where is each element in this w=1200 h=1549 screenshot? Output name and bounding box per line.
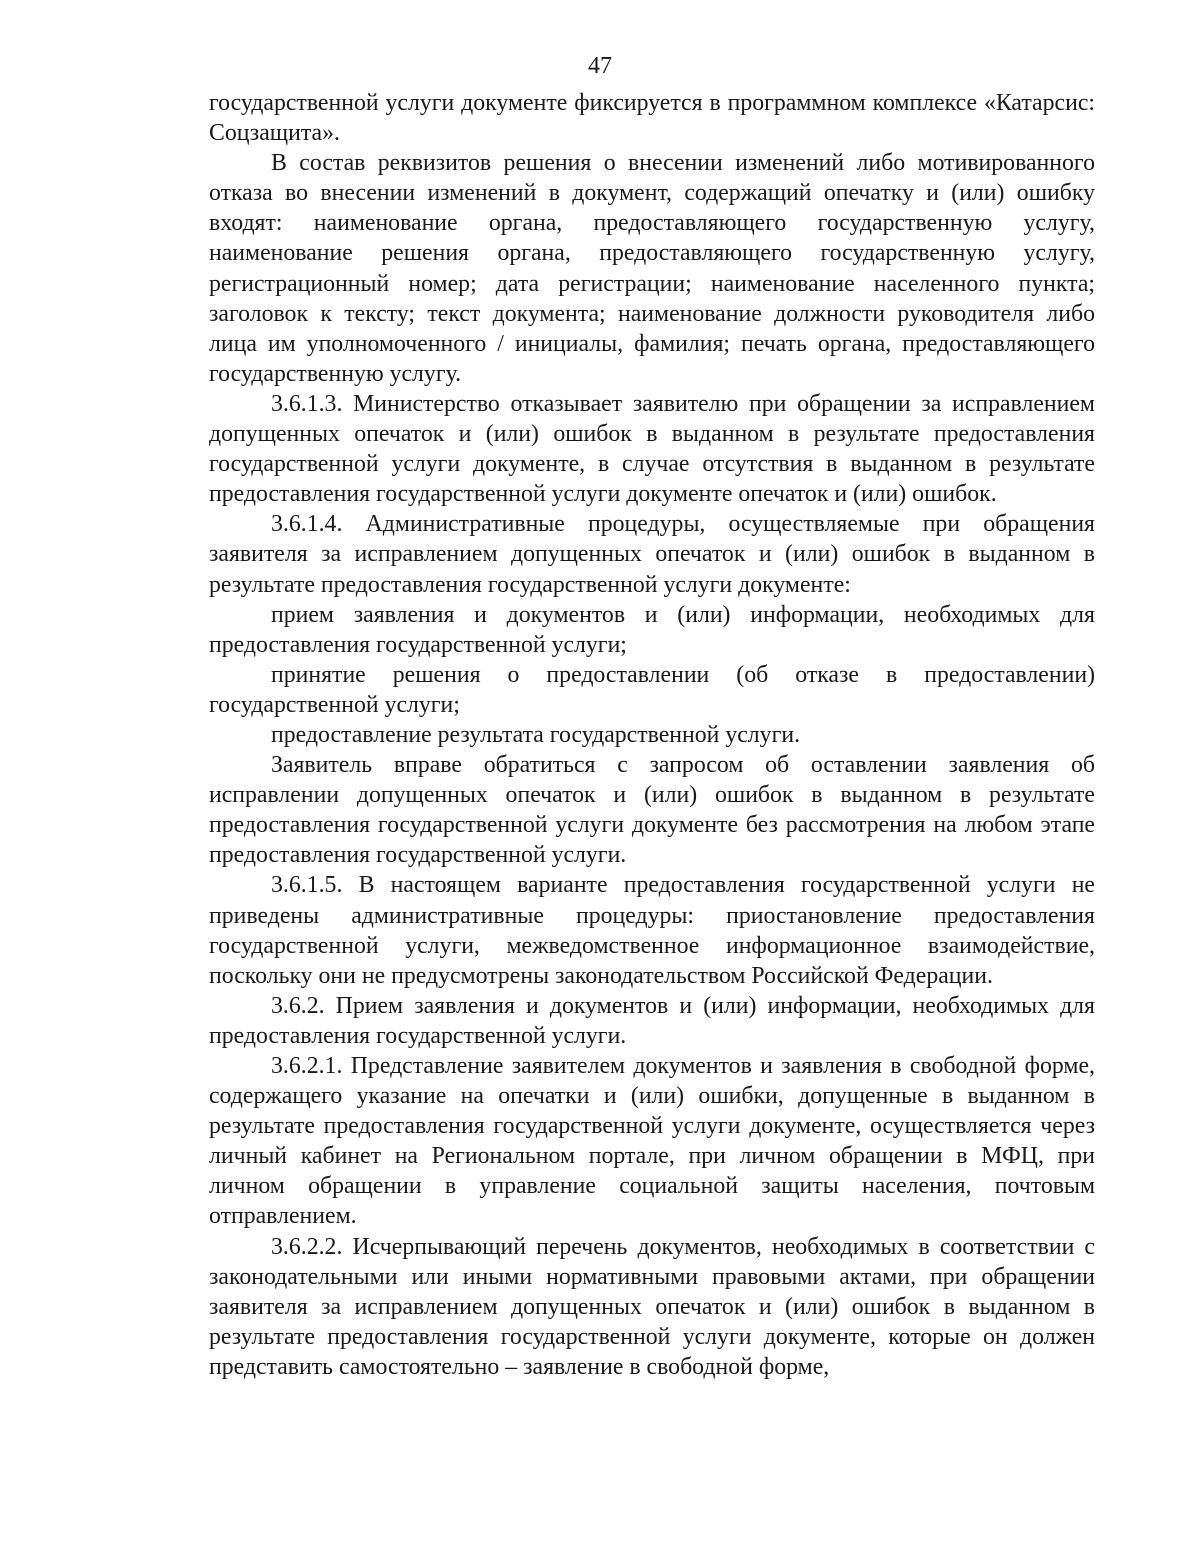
paragraph-procedure-item: принятие решения о предоставлении (об отказе в предоставлении) государственной услуги; bbox=[209, 661, 1095, 718]
page-number: 47 bbox=[588, 53, 612, 79]
paragraph-3-6-1-4: 3.6.1.4. Административные процедуры, осуществляемые при обращения заявителя за исправлением допущенных опечаток и (или) ошибок в выданном в результате предоставления государственной услуги документе: bbox=[209, 511, 1095, 598]
paragraph-3-6-2: 3.6.2. Прием заявления и документов и (или) информации, необходимых для предоставления государственной услуги. bbox=[209, 992, 1095, 1049]
paragraph-3-6-2-1: 3.6.2.1. Представление заявителем документов и заявления в свободной форме, содержащего указание на опечатки и (или) ошибки, допущенные в выданном в результате предоставления государственной услуги документе, осуществляется через личный кабинет на Региональном портале, при личном обращении в МФЦ, при личном обращении в управление социальной защиты населения, почтовым отправлением. bbox=[209, 1053, 1095, 1230]
paragraph-applicant-right: Заявитель вправе обратиться с запросом об оставлении заявления об исправлении допущенных опечаток и (или) ошибок в выданном в результате предоставления государственной услуги документе без рассмотрения на любом этапе предоставления государственной услуги. bbox=[209, 752, 1095, 869]
paragraph-3-6-2-2: 3.6.2.2. Исчерпывающий перечень документов, необходимых в соответствии с законодательными или иными нормативными правовыми актами, при обращении заявителя за исправлением допущенных опечаток и (или) ошибок в выданном в результате предоставления государственной услуги документе, которые он должен представить самостоятельно – заявление в свободной форме, bbox=[209, 1233, 1095, 1380]
paragraph-requisites: В состав реквизитов решения о внесении изменений либо мотивированного отказа во внесении изменений в документ, содержащий опечатку и (или) ошибку входят: наименование органа, предоставляющего государственную услугу, наименование решения органа, предоставляющего государственную услугу, регистрационный номер; дата регистрации; наименование населенного пункта; заголовок к тексту; текст документа; наименование должности руководителя либо лица им уполномоченного / инициалы, фамилия; печать органа, предоставляющего государственную услугу. bbox=[209, 150, 1095, 387]
document-body bbox=[209, 88, 1095, 1382]
paragraph-3-6-1-5: 3.6.1.5. В настоящем варианте предоставления государственной услуги не приведены административные процедуры: приостановление предоставления государственной услуги, межведомственное информационное взаимодействие, поскольку они не предусмотрены законодательством Российской Федерации. bbox=[209, 872, 1095, 989]
paragraph-procedure-item: прием заявления и документов и (или) информации, необходимых для предоставления государственной услуги; bbox=[209, 601, 1095, 658]
paragraph-3-6-1-3: 3.6.1.3. Министерство отказывает заявителю при обращении за исправлением допущенных опечаток и (или) ошибок в выданном в результате предоставления государственной услуги документе, в случае отсутствия в выданном в результате предоставления государственной услуги документе опечаток и (или) ошибок. bbox=[209, 390, 1095, 508]
paragraph-continuation: государственной услуги документе фиксируется в программном комплексе «Катарсис: Соцзащита». bbox=[209, 90, 1095, 147]
paragraph-procedure-item: предоставление результата государственной услуги. bbox=[271, 721, 801, 748]
